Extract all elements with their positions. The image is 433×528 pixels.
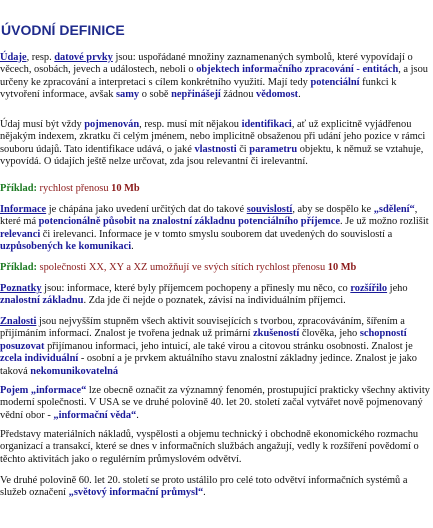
page-title: ÚVODNÍ DEFINICE (1, 22, 125, 38)
paragraph-znalosti (0, 316, 431, 378)
text-run: , a jsou určeny ke zpracování a interpretaci s cílem konkrétního využití. Mají tedy (0, 64, 428, 88)
keyword: Pojem „informace“ (0, 385, 87, 396)
keyword: pojmenován (84, 119, 140, 130)
text-run: . Zda jde či nejde o poznatek, závisí na individuálním příjemci. (83, 295, 346, 307)
text-run: je chápána jako uvedení určitých dat do takové (46, 204, 247, 215)
text-run: jsou: uspořádané množiny zaznamenaných symbolů, které vypovídají o věcech, osobách, jevech a událostech, neboli o (0, 52, 413, 76)
text-run: o sobě (139, 89, 172, 101)
paragraph-pojem-informace (0, 385, 431, 422)
keyword: vědomost (256, 89, 299, 101)
paragraph-priklad-2 (0, 262, 431, 274)
keyword: znalostní základnu (0, 295, 84, 307)
text-run: , které má (0, 204, 418, 228)
text-run: Představy materiálních nákladů, vyspělosti a objemu technický i obchodně ekonomického rozmachu organizací a transakcí, které se dnes v informačních službách angažují, vedly k rozšíření povědomí o těchto aktivitách jako o regulérním průmyslovém odvětví. (0, 429, 419, 465)
text-run: , ať už explicitně vyjádřenou nějakým indexem, zkratku či celým jménem, nebo implicitně obsaženou při udání jeho pozice v rámci souboru údajů. Tato identifikace udává, o jaké (0, 119, 426, 155)
text-run: , aby se dospělo ke (292, 204, 374, 215)
text-run: . (136, 409, 139, 421)
text-run: žádnou (220, 89, 256, 101)
keyword: „informační věda“ (53, 409, 137, 421)
text-run: . (298, 89, 301, 101)
keyword: objektech informačního zpracování - entitách (196, 64, 399, 76)
text-run: Údaj musí být vždy (0, 119, 85, 130)
example-run: 10 Mb (111, 183, 140, 194)
keyword: identifikaci (241, 119, 292, 130)
keyword: schopností posuzovat (0, 328, 407, 352)
text-run: . Je už možno rozlišit (340, 216, 429, 228)
keyword: zcela individuální (0, 353, 79, 365)
text-run: - osobní a je prvkem aktuálního stavu znalostní základny jedince. Znalost je jako taková (0, 353, 417, 377)
keyword: potencionálně působit na znalostní základnu potenciálního příjemce (38, 216, 341, 228)
paragraph-priklad-1 (0, 183, 431, 195)
keyword: „světový informační průmysl“ (68, 487, 204, 499)
keyword: Poznatky (0, 283, 42, 294)
text-run: jsou: informace, které byly příjemcem pochopeny a přinesly mu něco, co (41, 283, 351, 294)
keyword: samy (116, 89, 140, 101)
keyword: Znalosti (0, 316, 37, 327)
text-run: či irelevanci. Informace je v tomto smyslu souborem dat uvedených do souvislostí a (40, 228, 393, 240)
keyword: nekomunikovatelná (30, 365, 119, 377)
text-run: . (131, 241, 134, 253)
keyword: Údaje (0, 52, 27, 63)
keyword: rozšířilo (350, 283, 388, 294)
keyword: parametru (249, 143, 298, 155)
text-run: lze obecně označit za významný fenomén, prostupující prakticky všechny aktivity moderní společnosti. V USA se ve druhé polovině 40. let 20. století začal vytvářet nově pojmenovaný vědní obor - (0, 385, 430, 421)
paragraph-poznatky (0, 283, 431, 308)
text-run: jeho (387, 283, 408, 294)
example-run: rychlost přenosu (36, 183, 112, 194)
text-run: přijímanou informaci, jeho intuicí, ale také virou a citovou stránku osobnosti. Znalost je (44, 340, 413, 352)
text-run: Ve druhé polovině 60. let 20. století se proto ustálilo pro celé toto odvětví informačních systémů a služeb označení (0, 475, 408, 499)
keyword: nepřinášejí (171, 89, 221, 101)
text-run: , resp. (26, 52, 55, 63)
paragraph-druha-polovina (0, 475, 431, 500)
text-run: . (203, 487, 206, 499)
paragraph-predstavy (0, 429, 431, 466)
example-run: společnosti XX, XY a XZ umožňují ve svých sítích rychlost přenosu (36, 262, 328, 273)
text-run: jsou nejvyšším stupněm všech aktivit souvisejících s tvorbou, zpracováváním, šířením a přijímáním informací. Znalost je tvořena jednak už primární (0, 316, 405, 340)
keyword: zkušeností (253, 328, 300, 340)
keyword: Informace (0, 204, 47, 215)
text-run: funkci k vytvoření informace, avšak (0, 76, 397, 101)
example-run: Příklad: (0, 262, 37, 273)
paragraph-udaje (0, 52, 431, 102)
keyword: datové prvky (54, 52, 113, 63)
text-run: , resp. musí mít nějakou (139, 119, 242, 130)
keyword: souvislostí (246, 204, 293, 215)
keyword: „sdělení“ (373, 204, 415, 215)
text-run: objektu, k němuž se vztahuje, vypovídá. O údajích ještě nelze určovat, zda jsou relevantní či irelevantní. (0, 143, 424, 168)
keyword: potenciální (310, 76, 360, 88)
text-run: člověka, jeho (299, 328, 360, 340)
paragraph-udaje-identifikace (0, 119, 431, 169)
example-run: 10 Mb (327, 262, 357, 273)
keyword: relevanci (0, 228, 41, 240)
keyword: vlastnosti (194, 143, 237, 155)
keyword: uzpůsobených ke komunikaci (0, 241, 132, 253)
paragraph-informace (0, 204, 431, 254)
text-run: či (236, 143, 250, 155)
example-run: Příklad: (0, 183, 37, 194)
